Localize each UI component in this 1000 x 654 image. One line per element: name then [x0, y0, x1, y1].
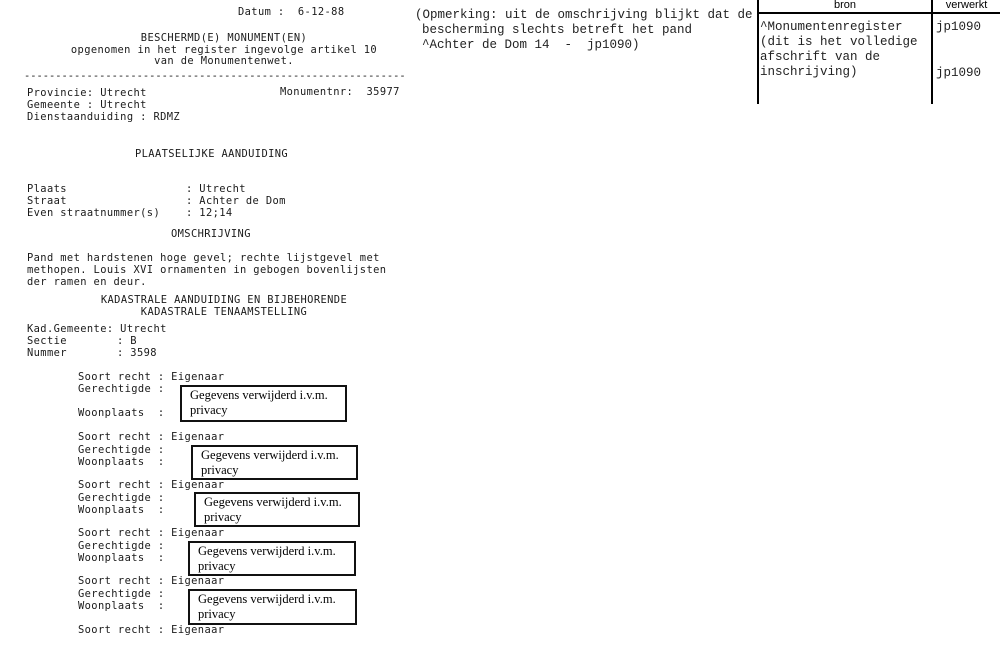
kad-gemeente-field: Kad.Gemeente: Utrecht	[27, 323, 167, 335]
gerechtigde-label-2: Gerechtigde :	[78, 444, 165, 456]
sectie-label: Sectie	[27, 335, 67, 347]
redacted-privacy-1: privacy	[190, 403, 228, 417]
soort-recht-2: Soort recht : Eigenaar	[78, 431, 225, 443]
redacted-box-4	[188, 541, 356, 576]
table-mid-rule	[931, 0, 933, 104]
table-left-rule	[757, 0, 759, 104]
gerechtigde-label-1: Gerechtigde :	[78, 383, 165, 395]
woonplaats-label-3: Woonplaats :	[78, 504, 165, 516]
straat-label: Straat	[27, 195, 67, 207]
omschrijving-line-1: Pand met hardstenen hoge gevel; rechte lijstgevel met	[27, 252, 380, 264]
note-line-1: (Opmerking: uit de omschrijving blijkt dat de	[415, 8, 753, 22]
verwerkt-value-1: jp1090	[936, 20, 982, 34]
redacted-privacy-3: privacy	[204, 510, 242, 524]
document-date: Datum : 6-12-88	[238, 6, 345, 18]
redacted-text-4: Gegevens verwijderd i.v.m.	[198, 544, 336, 558]
redacted-privacy-4: privacy	[198, 559, 236, 573]
straat-value: : Achter de Dom	[186, 195, 286, 207]
redacted-text-3: Gegevens verwijderd i.v.m.	[204, 495, 342, 509]
redacted-text-1: Gegevens verwijderd i.v.m.	[190, 388, 328, 402]
gerechtigde-label-4: Gerechtigde :	[78, 540, 165, 552]
redacted-privacy-5: privacy	[198, 607, 236, 621]
bron-line-2: (dit is het volledige	[760, 35, 918, 49]
column-header-verwerkt: verwerkt	[945, 0, 988, 11]
plaats-value: : Utrecht	[186, 183, 246, 195]
document-subtitle-line-2: van de Monumentenwet.	[154, 55, 294, 67]
kadastrale-heading-1: KADASTRALE AANDUIDING EN BIJBEHORENDE	[100, 294, 348, 306]
dashed-divider: -------------------------------------------------------------	[24, 70, 406, 82]
bron-line-4: inschrijving)	[760, 65, 858, 79]
soort-recht-1: Soort recht : Eigenaar	[78, 371, 225, 383]
redacted-text-5: Gegevens verwijderd i.v.m.	[198, 592, 336, 606]
table-header-rule	[757, 12, 1000, 14]
note-line-3: ^Achter de Dom 14 - jp1090)	[422, 38, 640, 52]
nummer-label: Nummer	[27, 347, 67, 359]
soort-recht-4: Soort recht : Eigenaar	[78, 527, 225, 539]
kadastrale-heading-2: KADASTRALE TENAAMSTELLING	[140, 306, 308, 318]
omschrijving-line-3: der ramen en deur.	[27, 276, 147, 288]
redacted-box-3	[194, 492, 360, 527]
woonplaats-label-1: Woonplaats :	[78, 407, 165, 419]
gerechtigde-label-3: Gerechtigde :	[78, 492, 165, 504]
soort-recht-5: Soort recht : Eigenaar	[78, 575, 225, 587]
soort-recht-6: Soort recht : Eigenaar	[78, 624, 225, 636]
redacted-text-2: Gegevens verwijderd i.v.m.	[201, 448, 339, 462]
note-line-2: bescherming slechts betreft het pand	[422, 23, 693, 37]
nummer-value: : 3598	[117, 347, 157, 359]
omschrijving-heading: OMSCHRIJVING	[171, 228, 251, 240]
redacted-privacy-2: privacy	[201, 463, 239, 477]
plaatselijke-heading: PLAATSELIJKE AANDUIDING	[135, 148, 289, 160]
straatnummer-value: : 12;14	[186, 207, 233, 219]
straatnummer-label: Even straatnummer(s)	[27, 207, 161, 219]
redacted-box-2	[191, 445, 358, 480]
gemeente-field: Gemeente : Utrecht	[27, 99, 147, 111]
woonplaats-label-4: Woonplaats :	[78, 552, 165, 564]
woonplaats-label-2: Woonplaats :	[78, 456, 165, 468]
document-subtitle-line-1: opgenomen in het register ingevolge artikel 10	[70, 44, 378, 56]
document-title: BESCHERMD(E) MONUMENT(EN)	[140, 32, 308, 44]
column-header-bron: bron	[833, 0, 857, 11]
redacted-box-1	[180, 385, 347, 422]
provincie-field: Provincie: Utrecht	[27, 87, 147, 99]
redacted-box-5	[188, 589, 357, 625]
omschrijving-line-2: methopen. Louis XVI ornamenten in gebogen bovenlijsten	[27, 264, 387, 276]
woonplaats-label-5: Woonplaats :	[78, 600, 165, 612]
dienstaanduiding-field: Dienstaanduiding : RDMZ	[27, 111, 181, 123]
sectie-value: : B	[117, 335, 137, 347]
soort-recht-3: Soort recht : Eigenaar	[78, 479, 225, 491]
monumentnr-field: Monumentnr: 35977	[280, 86, 400, 98]
bron-line-1: ^Monumentenregister	[760, 20, 903, 34]
bron-line-3: afschrift van de	[760, 50, 881, 64]
gerechtigde-label-5: Gerechtigde :	[78, 588, 165, 600]
plaats-label: Plaats	[27, 183, 67, 195]
verwerkt-value-2: jp1090	[936, 66, 982, 80]
